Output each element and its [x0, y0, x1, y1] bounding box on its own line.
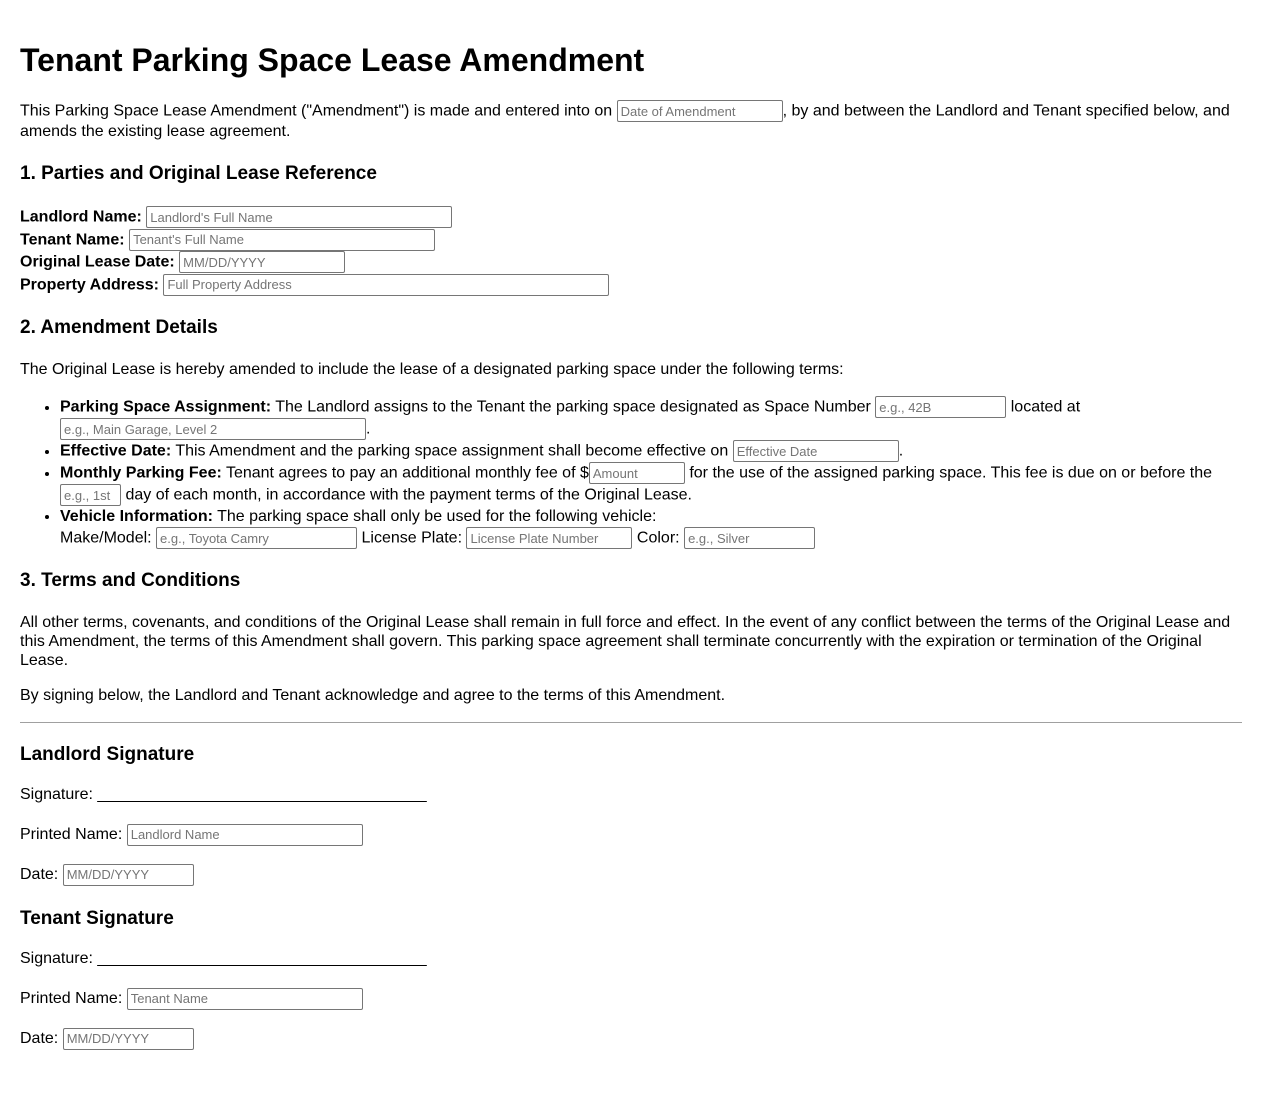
fee-amount-input[interactable] — [589, 462, 685, 484]
tenant-date-label: Date: — [20, 1030, 59, 1047]
space-location-input[interactable] — [60, 418, 366, 440]
make-model-label: Make/Model: — [60, 529, 152, 547]
assignment-text-1: The Landlord assigns to the Tenant the parking space designated as Space Number — [275, 398, 871, 416]
terms-paragraph: All other terms, covenants, and conditions of the Original Lease shall remain in full force and effect. In the event of any conflict between the terms of the Original Lease and this Amendment, the terms of this Amendment shall govern. This parking space agreement shall terminate concurrently with the expiration or termination of the Original Lease. — [20, 614, 1231, 669]
monthly-fee-text-1: Tenant agrees to pay an additional monthly fee of $ — [225, 464, 589, 482]
property-address-row — [20, 274, 1242, 297]
list-item-effective-date — [60, 440, 1242, 462]
effective-date-input[interactable] — [733, 440, 899, 462]
landlord-date-row — [20, 863, 1242, 887]
effective-date-label: Effective Date: — [60, 442, 172, 460]
tenant-date-row — [20, 1027, 1242, 1051]
effective-date-text-1: This Amendment and the parking space assignment shall become effective on — [175, 442, 729, 460]
list-item-parking-space-assignment — [60, 396, 1242, 440]
tenant-date-input[interactable] — [63, 1028, 194, 1050]
intro-paragraph — [20, 100, 1242, 142]
tenant-signature-line: _____________________________________ — [97, 950, 427, 967]
license-plate-label: License Plate: — [361, 529, 463, 547]
section-2-heading: 2. Amendment Details — [20, 317, 218, 338]
license-plate-input[interactable] — [466, 527, 632, 549]
monthly-fee-text-2: for the use of the assigned parking space. This fee is due on or before the — [689, 464, 1213, 482]
signature-divider — [20, 722, 1242, 723]
tenant-printed-name-row — [20, 987, 1242, 1011]
landlord-date-input[interactable] — [63, 864, 194, 886]
tenant-signature-row — [20, 947, 1242, 971]
intro-text-after: , by and between the Landlord and Tenant specified below, and amends the existing lease agreement. — [20, 102, 1230, 140]
assignment-text-2: located at — [1010, 398, 1081, 416]
page-title: Tenant Parking Space Lease Amendment — [20, 42, 645, 78]
landlord-signature-label: Signature: — [20, 786, 93, 803]
vehicle-info-text: The parking space shall only be used for the following vehicle: — [217, 508, 657, 525]
list-item-monthly-parking-fee — [60, 462, 1242, 506]
assignment-text-3: . — [366, 420, 371, 438]
list-item-vehicle-information — [60, 506, 1242, 549]
landlord-name-row — [20, 206, 1242, 229]
original-lease-date-row — [20, 251, 1242, 274]
original-lease-date-label: Original Lease Date: — [20, 253, 175, 271]
tenant-signature-label: Signature: — [20, 950, 93, 967]
tenant-name-row — [20, 229, 1242, 252]
tenant-name-input[interactable] — [129, 229, 435, 251]
make-model-input[interactable] — [156, 527, 357, 549]
landlord-name-label: Landlord Name: — [20, 208, 142, 226]
section-3-heading: 3. Terms and Conditions — [20, 570, 241, 591]
tenant-printed-name-input[interactable] — [127, 988, 363, 1010]
amendment-lead-paragraph: The Original Lease is hereby amended to include the lease of a designated parking space under the following terms: — [20, 361, 844, 378]
landlord-signature-row — [20, 783, 1242, 807]
acknowledgement-paragraph: By signing below, the Landlord and Tenant acknowledge and agree to the terms of this Amendment. — [20, 687, 726, 704]
landlord-signature-line: _____________________________________ — [97, 786, 427, 803]
parties-block — [20, 206, 1242, 296]
landlord-printed-name-input[interactable] — [127, 824, 363, 846]
property-address-label: Property Address: — [20, 276, 159, 293]
amendment-date-input[interactable] — [617, 100, 783, 122]
landlord-name-input[interactable] — [146, 206, 452, 228]
monthly-fee-text-3: day of each month, in accordance with the payment terms of the Original Lease. — [125, 486, 692, 504]
vehicle-info-label: Vehicle Information: — [60, 508, 213, 525]
tenant-signature-heading: Tenant Signature — [20, 908, 174, 929]
due-day-input[interactable] — [60, 484, 121, 506]
tenant-name-label: Tenant Name: — [20, 231, 125, 248]
landlord-printed-name-label: Printed Name: — [20, 826, 123, 843]
vehicle-color-input[interactable] — [684, 527, 815, 549]
landlord-printed-name-row — [20, 823, 1242, 847]
assignment-label: Parking Space Assignment: — [60, 398, 272, 416]
monthly-fee-label: Monthly Parking Fee: — [60, 464, 222, 482]
intro-text-before: This Parking Space Lease Amendment ("Amendment") is made and entered into on — [20, 102, 613, 120]
space-number-input[interactable] — [875, 396, 1006, 418]
property-address-input[interactable] — [163, 274, 609, 296]
landlord-signature-heading: Landlord Signature — [20, 744, 195, 765]
landlord-date-label: Date: — [20, 866, 59, 883]
original-lease-date-input[interactable] — [179, 251, 345, 273]
tenant-printed-name-label: Printed Name: — [20, 990, 123, 1007]
effective-date-text-2: . — [898, 442, 904, 460]
vehicle-color-label: Color: — [636, 529, 680, 547]
amendment-terms-list — [20, 396, 1242, 549]
section-1-heading: 1. Parties and Original Lease Reference — [20, 163, 377, 184]
